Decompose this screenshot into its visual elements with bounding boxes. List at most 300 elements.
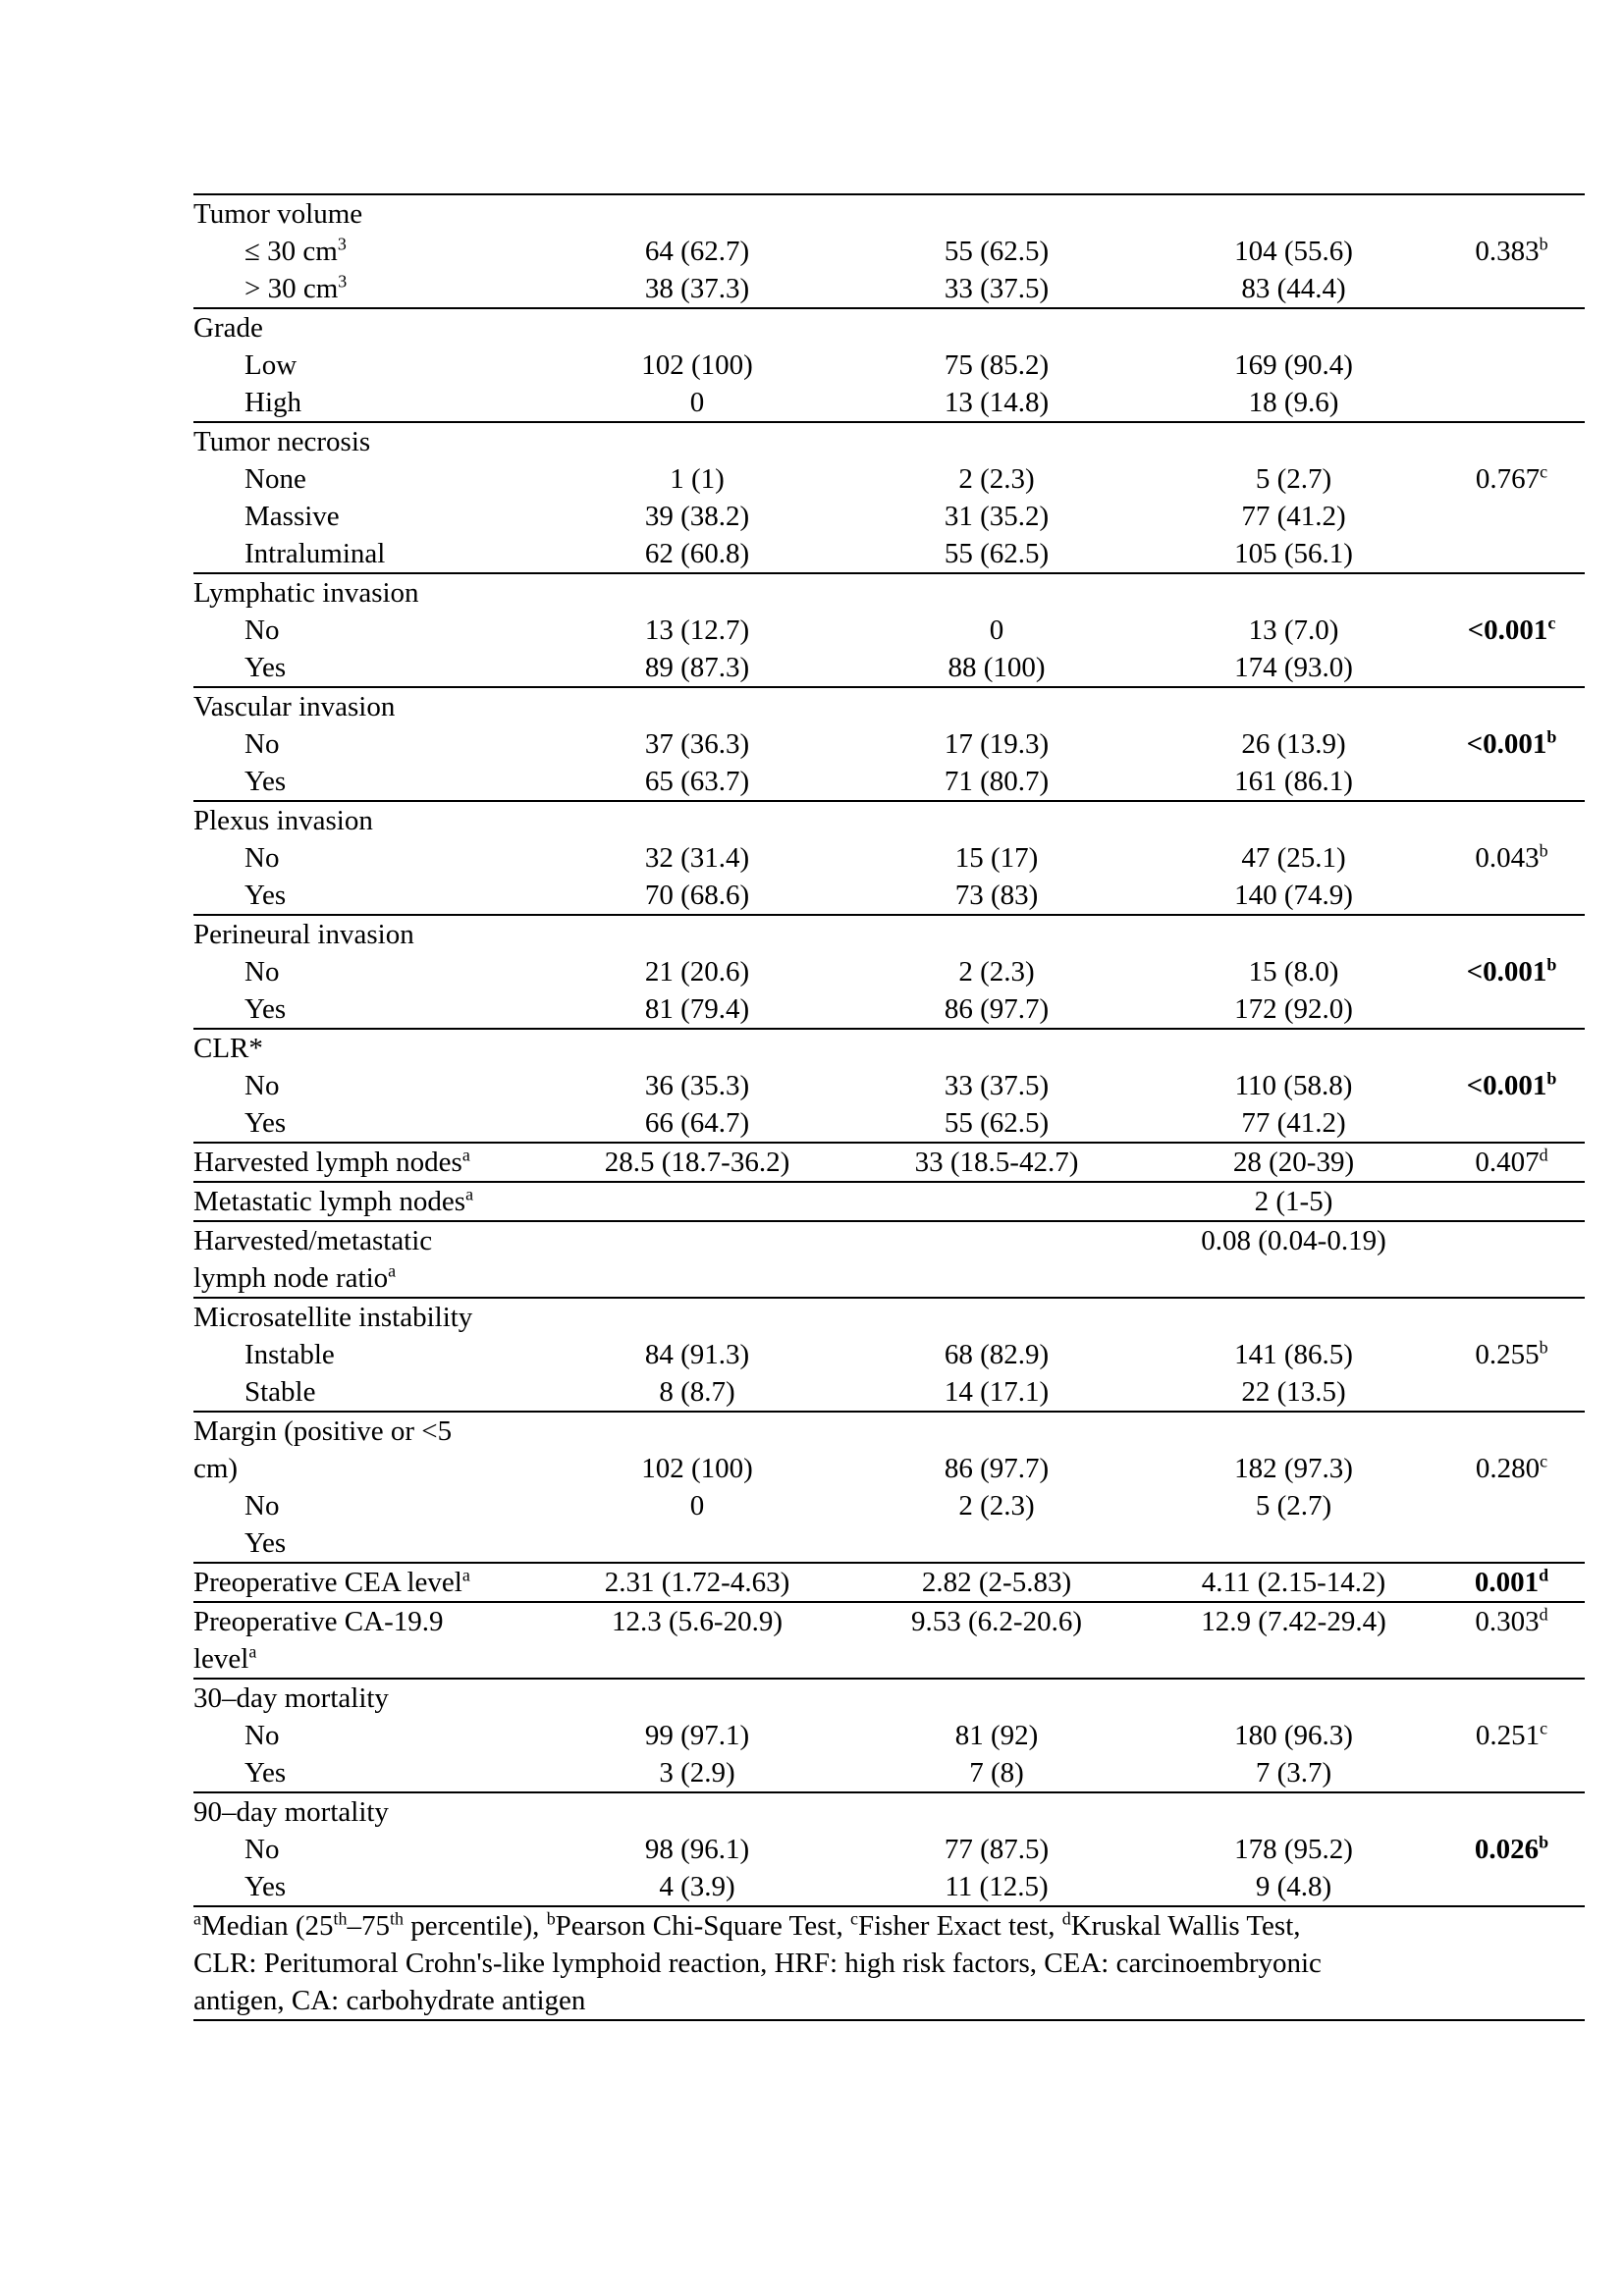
table-row: [193, 573, 1585, 612]
p-value: [1438, 384, 1585, 422]
cell-value: 88 (100): [844, 649, 1149, 687]
p-value: 0.251$^c$: [1475, 1717, 1548, 1751]
cell-value: [1149, 1679, 1438, 1717]
p-value-superscript: b: [1546, 1067, 1557, 1088]
cell-value: [844, 1792, 1149, 1831]
p-value: 0.255$^b$: [1475, 1336, 1548, 1370]
table-row: [193, 1336, 1585, 1373]
table-row: [193, 1450, 1585, 1487]
row-label: Microsatellite instability: [193, 1301, 473, 1333]
cell-value: 89 (87.3): [550, 649, 844, 687]
cell-value: [550, 1182, 844, 1221]
cell-value: 5 (2.7): [1255, 1489, 1332, 1522]
label-superscript: a: [461, 1144, 470, 1164]
cell-value: [1149, 308, 1438, 347]
p-value: <0.001$^b$: [1466, 725, 1557, 760]
cell-value: [550, 1259, 844, 1298]
p-value-superscript: c: [1540, 460, 1548, 481]
p-value-superscript: b: [1539, 1336, 1548, 1357]
cell-value: [844, 1259, 1149, 1298]
cell-value: [844, 801, 1149, 839]
footnote-superscript: b: [546, 1908, 556, 1929]
row-label: Lymphatic invasion: [193, 576, 419, 609]
row-label: Preoperative CA-19.9: [193, 1605, 444, 1637]
p-value: [1438, 1792, 1585, 1831]
cell-value: 2 (2.3): [958, 462, 1035, 495]
p-value: [1438, 1640, 1585, 1679]
table-row: [193, 1182, 1585, 1221]
row-label: level$^a$: [193, 1640, 550, 1679]
footnote: [193, 1906, 1585, 2020]
cell-value: [1149, 1792, 1438, 1831]
cell-value: 99 (97.1): [644, 1719, 750, 1751]
table-row: [193, 1563, 1585, 1602]
p-value: [1438, 498, 1585, 535]
cell-value: 182 (97.3): [1234, 1452, 1353, 1484]
cell-value: 98 (96.1): [644, 1833, 750, 1865]
cell-value: 55 (62.5): [844, 1104, 1149, 1143]
cell-value: [1149, 194, 1438, 233]
p-value: [1438, 763, 1585, 801]
cell-value: [1149, 801, 1438, 839]
cell-value: [844, 422, 1149, 460]
footnote-superscript: c: [849, 1908, 858, 1929]
cell-value: [1149, 422, 1438, 460]
cell-value: 68 (82.9): [944, 1338, 1050, 1370]
cell-value: 77 (41.2): [1149, 1104, 1438, 1143]
cell-value: 2 (2.3): [958, 1489, 1035, 1522]
table-row: [193, 1104, 1585, 1143]
cell-value: 65 (63.7): [550, 763, 844, 801]
row-label: Yes: [193, 763, 550, 801]
cell-value: 3 (2.9): [550, 1754, 844, 1792]
p-value: <0.001$^b$: [1466, 1067, 1557, 1101]
row-label: No: [244, 727, 280, 760]
row-label: No: [244, 1719, 280, 1751]
cell-value: [550, 308, 844, 347]
p-value-superscript: b: [1546, 725, 1557, 746]
p-value-superscript: b: [1539, 233, 1548, 253]
table-row: [193, 1259, 1585, 1298]
p-value: [1438, 1412, 1585, 1450]
cell-value: 32 (31.4): [644, 841, 750, 874]
cell-value: 102 (100): [641, 1452, 753, 1484]
cell-value: 11 (12.5): [844, 1868, 1149, 1906]
label-superscript: 3: [337, 233, 347, 253]
cell-value: 84 (91.3): [644, 1338, 750, 1370]
p-value: [1438, 687, 1585, 725]
row-label: Tumor volume: [193, 197, 363, 230]
table-row: [193, 725, 1585, 763]
cell-value: [844, 1679, 1149, 1717]
cell-value: 4.11 (2.15-14.2): [1149, 1563, 1438, 1602]
footnote-superscript: d: [1061, 1908, 1071, 1929]
table-row: [193, 308, 1585, 347]
cell-value: 14 (17.1): [844, 1373, 1149, 1412]
p-value-superscript: b: [1539, 1831, 1549, 1851]
cell-value: 7 (3.7): [1149, 1754, 1438, 1792]
label-superscript: a: [388, 1259, 397, 1280]
table-row: [193, 687, 1585, 725]
footnote-line: antigen, CA: carbohydrate antigen: [193, 1985, 586, 2016]
row-label: Margin (positive or <5: [193, 1415, 453, 1447]
row-label: Yes: [193, 649, 550, 687]
p-value: 0.407$^d$: [1438, 1143, 1585, 1182]
row-label: Harvested/metastatic: [193, 1224, 433, 1256]
cell-value: 104 (55.6): [1234, 235, 1353, 267]
cell-value: 12.9 (7.42-29.4): [1201, 1605, 1386, 1637]
cell-value: [1149, 1029, 1438, 1067]
cell-value: [1149, 687, 1438, 725]
table-row: [193, 839, 1585, 877]
p-value: [1438, 1679, 1585, 1717]
table-row: [193, 1831, 1585, 1868]
row-label: 30–day mortality: [193, 1682, 389, 1714]
cell-value: 33 (37.5): [844, 270, 1149, 308]
footnote-superscript: a: [193, 1908, 201, 1929]
table-row: [193, 953, 1585, 990]
cell-value: 33 (37.5): [944, 1069, 1050, 1101]
cell-value: [844, 915, 1149, 953]
row-label: cm): [193, 1452, 239, 1484]
clinicopathologic-table: [193, 193, 1585, 2021]
table-footer: [193, 1906, 1585, 2020]
cell-value: 36 (35.3): [644, 1069, 750, 1101]
row-label: Preoperative CEA level$^a$: [193, 1563, 550, 1602]
p-value: 0.043$^b$: [1475, 839, 1548, 874]
cell-value: 161 (86.1): [1149, 763, 1438, 801]
table-row: [193, 1221, 1585, 1259]
row-label: ≤ 30 $cm^3$: [244, 233, 347, 267]
p-value: [1438, 1182, 1585, 1221]
cell-value: 28.5 (18.7-36.2): [550, 1143, 844, 1182]
table-row: [193, 1143, 1585, 1182]
table-row: [193, 270, 1585, 308]
cell-value: 47 (25.1): [1241, 841, 1346, 874]
cell-value: 1 (1): [670, 462, 725, 495]
row-label: No: [244, 955, 280, 988]
row-label: Yes: [193, 990, 550, 1029]
cell-value: [844, 194, 1149, 233]
table-row: [193, 1487, 1585, 1524]
cell-value: 17 (19.3): [944, 727, 1050, 760]
row-label: Stable: [193, 1373, 550, 1412]
table-body: [193, 194, 1585, 1906]
table-row: [193, 1679, 1585, 1717]
table-row: [193, 612, 1585, 649]
cell-value: 15 (17): [954, 841, 1039, 874]
table-row: [193, 1298, 1585, 1336]
row-label: Yes: [193, 877, 550, 915]
p-value: [1438, 535, 1585, 573]
cell-value: [550, 1298, 844, 1336]
cell-value: [550, 1679, 844, 1717]
cell-value: 0: [989, 614, 1004, 646]
label-superscript: a: [461, 1564, 470, 1584]
cell-value: [1149, 1640, 1438, 1679]
cell-value: 77 (41.2): [1241, 500, 1346, 532]
cell-value: 13 (7.0): [1248, 614, 1339, 646]
cell-value: 140 (74.9): [1149, 877, 1438, 915]
p-value: 0.280$^c$: [1475, 1450, 1548, 1484]
table-row: [193, 233, 1585, 270]
cell-value: 77 (87.5): [944, 1833, 1050, 1865]
cell-value: 18 (9.6): [1149, 384, 1438, 422]
cell-value: [844, 1029, 1149, 1067]
p-value-superscript: d: [1539, 1144, 1548, 1164]
cell-value: 7 (8): [844, 1754, 1149, 1792]
row-label: Vascular invasion: [193, 690, 396, 722]
cell-value: 2 (1-5): [1149, 1182, 1438, 1221]
footnote-line: CLR: Peritumoral Crohn's-like lymphoid reaction, HRF: high risk factors, CEA: carcinoembryonic: [193, 1948, 1322, 1979]
cell-value: 169 (90.4): [1234, 348, 1353, 381]
p-value: [1438, 1754, 1585, 1792]
cell-value: [1149, 1298, 1438, 1336]
p-value: [1438, 1221, 1585, 1259]
cell-value: 12.3 (5.6-20.9): [612, 1605, 783, 1637]
row-label: None: [244, 462, 306, 495]
table-row: [193, 1524, 1585, 1563]
p-value: [1438, 270, 1585, 308]
cell-value: 172 (92.0): [1149, 990, 1438, 1029]
cell-value: 105 (56.1): [1149, 535, 1438, 573]
table-row: [193, 763, 1585, 801]
p-value: [1438, 347, 1585, 384]
table-row: [193, 1754, 1585, 1792]
cell-value: 0.08 (0.04-0.19): [1201, 1224, 1386, 1256]
table-row: [193, 347, 1585, 384]
table-row: [193, 1868, 1585, 1906]
cell-value: [844, 308, 1149, 347]
cell-value: [550, 801, 844, 839]
p-value: [1438, 915, 1585, 953]
cell-value: 8 (8.7): [550, 1373, 844, 1412]
cell-value: [550, 915, 844, 953]
p-value-superscript: c: [1540, 1717, 1548, 1737]
table-row: [193, 1602, 1585, 1640]
cell-value: 180 (96.3): [1234, 1719, 1353, 1751]
cell-value: 75 (85.2): [944, 348, 1050, 381]
row-label: No: [244, 1069, 280, 1101]
cell-value: [550, 687, 844, 725]
cell-value: 9 (4.8): [1149, 1868, 1438, 1906]
p-value: [1438, 990, 1585, 1029]
p-value: [1438, 1104, 1585, 1143]
cell-value: 86 (97.7): [944, 1452, 1050, 1484]
cell-value: 28 (20-39): [1149, 1143, 1438, 1182]
cell-value: 33 (18.5-42.7): [844, 1143, 1149, 1182]
row-label: Metastatic lymph nodes$^a$: [193, 1182, 550, 1221]
cell-value: 73 (83): [844, 877, 1149, 915]
table-row: [193, 1067, 1585, 1104]
cell-value: 83 (44.4): [1149, 270, 1438, 308]
cell-value: [550, 573, 844, 612]
cell-value: [550, 1412, 844, 1450]
cell-value: [550, 1792, 844, 1831]
cell-value: 2.31 (1.72-4.63): [550, 1563, 844, 1602]
cell-value: [844, 1524, 1149, 1563]
p-value: [1438, 1298, 1585, 1336]
cell-value: 9.53 (6.2-20.6): [911, 1605, 1082, 1637]
cell-value: 55 (62.5): [844, 535, 1149, 573]
p-value-superscript: d: [1539, 1603, 1548, 1624]
p-value: 0.001$^d$: [1438, 1563, 1585, 1602]
footnote-row: [193, 1906, 1585, 2020]
p-value: 0.303$^d$: [1475, 1603, 1548, 1637]
cell-value: 102 (100): [641, 348, 753, 381]
cell-value: 71 (80.7): [844, 763, 1149, 801]
cell-value: [550, 1029, 844, 1067]
table-row: [193, 877, 1585, 915]
p-value: 0.383$^b$: [1475, 233, 1548, 267]
p-value: 0.026$^b$: [1474, 1831, 1549, 1865]
table-row: [193, 460, 1585, 498]
table-row: [193, 1373, 1585, 1412]
cell-value: 178 (95.2): [1234, 1833, 1353, 1865]
p-value-superscript: d: [1539, 1564, 1549, 1584]
row-label: No: [244, 1489, 280, 1522]
cell-value: 81 (92): [954, 1719, 1039, 1751]
cell-value: 86 (97.7): [844, 990, 1149, 1029]
cell-value: [844, 573, 1149, 612]
table-row: [193, 801, 1585, 839]
p-value: [1438, 308, 1585, 347]
row-label: > 30 $cm^3$: [193, 270, 550, 308]
cell-value: 141 (86.5): [1234, 1338, 1353, 1370]
p-value-superscript: c: [1547, 612, 1556, 632]
p-value: [1438, 649, 1585, 687]
row-label: Yes: [193, 1754, 550, 1792]
cell-value: [844, 1298, 1149, 1336]
p-value: [1438, 1373, 1585, 1412]
p-value-superscript: b: [1539, 839, 1548, 860]
cell-value: 2 (2.3): [958, 955, 1035, 988]
table-row: [193, 649, 1585, 687]
table-row: [193, 384, 1585, 422]
cell-value: [844, 1221, 1149, 1259]
cell-value: [844, 1412, 1149, 1450]
p-value: [1438, 877, 1585, 915]
footnote-line: $^a$Median (25th–75th percentile), $^b$Pearson Chi-Square Test, $^c$Fisher Exact test, $^d$Kruskal Wallis Test,: [193, 1908, 1301, 1942]
label-superscript: a: [465, 1183, 474, 1203]
cell-value: 174 (93.0): [1149, 649, 1438, 687]
table-row: [193, 535, 1585, 573]
p-value: [1438, 573, 1585, 612]
cell-value: 70 (68.6): [550, 877, 844, 915]
table-row: [193, 1640, 1585, 1679]
table-row: [193, 422, 1585, 460]
cell-value: 15 (8.0): [1248, 955, 1339, 988]
cell-value: [844, 1182, 1149, 1221]
cell-value: 31 (35.2): [944, 500, 1050, 532]
footnote-superscript: th: [389, 1908, 404, 1929]
row-label: Massive: [244, 500, 340, 532]
cell-value: [1149, 1524, 1438, 1563]
cell-value: 5 (2.7): [1255, 462, 1332, 495]
p-value: [1438, 801, 1585, 839]
row-label: Grade: [193, 311, 263, 344]
cell-value: [1149, 1412, 1438, 1450]
row-label: Perineural invasion: [193, 918, 414, 950]
row-label: High: [193, 384, 550, 422]
label-superscript: a: [248, 1640, 257, 1661]
cell-value: 110 (58.8): [1234, 1069, 1353, 1101]
row-label: Yes: [193, 1524, 550, 1563]
row-label: No: [244, 614, 280, 646]
cell-value: 2.82 (2-5.83): [844, 1563, 1149, 1602]
cell-value: 13 (12.7): [644, 614, 750, 646]
cell-value: 21 (20.6): [644, 955, 750, 988]
p-value: 0.767$^c$: [1475, 460, 1548, 495]
cell-value: 39 (38.2): [644, 500, 750, 532]
cell-value: [1149, 1259, 1438, 1298]
cell-value: [844, 1640, 1149, 1679]
table-row: [193, 498, 1585, 535]
table-row: [193, 194, 1585, 233]
p-value: <0.001$^c$: [1467, 612, 1556, 646]
row-label: Harvested lymph nodes$^a$: [193, 1143, 550, 1182]
row-label: Yes: [193, 1868, 550, 1906]
cell-value: 0: [689, 1489, 705, 1522]
cell-value: 38 (37.3): [550, 270, 844, 308]
p-value: [1438, 422, 1585, 460]
cell-value: 81 (79.4): [550, 990, 844, 1029]
p-value-superscript: c: [1540, 1450, 1548, 1470]
row-label: Intraluminal: [193, 535, 550, 573]
footnote-superscript: th: [333, 1908, 348, 1929]
row-label: Instable: [244, 1338, 335, 1370]
cell-value: [1149, 915, 1438, 953]
row-label: No: [244, 841, 280, 874]
cell-value: 13 (14.8): [844, 384, 1149, 422]
cell-value: 55 (62.5): [944, 235, 1050, 267]
cell-value: [550, 1640, 844, 1679]
table-row: [193, 990, 1585, 1029]
row-label: Yes: [193, 1104, 550, 1143]
cell-value: [550, 194, 844, 233]
cell-value: [844, 687, 1149, 725]
row-label: Low: [244, 348, 298, 381]
table-row: [193, 1412, 1585, 1450]
p-value: [1438, 1259, 1585, 1298]
row-label: Plexus invasion: [193, 804, 373, 836]
cell-value: [1149, 573, 1438, 612]
cell-value: 66 (64.7): [550, 1104, 844, 1143]
cell-value: [550, 1221, 844, 1259]
cell-value: 62 (60.8): [550, 535, 844, 573]
p-value: [1438, 1868, 1585, 1906]
cell-value: [550, 1524, 844, 1563]
cell-value: 64 (62.7): [644, 235, 750, 267]
p-value: [1438, 1524, 1585, 1563]
p-value: [1438, 1029, 1585, 1067]
cell-value: 26 (13.9): [1241, 727, 1346, 760]
table-row: [193, 1029, 1585, 1067]
table-row: [193, 915, 1585, 953]
cell-value: 22 (13.5): [1149, 1373, 1438, 1412]
row-label: Tumor necrosis: [193, 425, 371, 457]
row-label: CLR*: [193, 1032, 263, 1064]
table-row: [193, 1792, 1585, 1831]
p-value: <0.001$^b$: [1466, 953, 1557, 988]
p-value: [1438, 1487, 1585, 1524]
row-label: No: [244, 1833, 280, 1865]
cell-value: 0: [550, 384, 844, 422]
label-superscript: 3: [338, 270, 348, 291]
row-label: lymph node ratio$^a$: [193, 1259, 550, 1298]
row-label: 90–day mortality: [193, 1795, 389, 1828]
p-value-superscript: b: [1546, 953, 1557, 974]
